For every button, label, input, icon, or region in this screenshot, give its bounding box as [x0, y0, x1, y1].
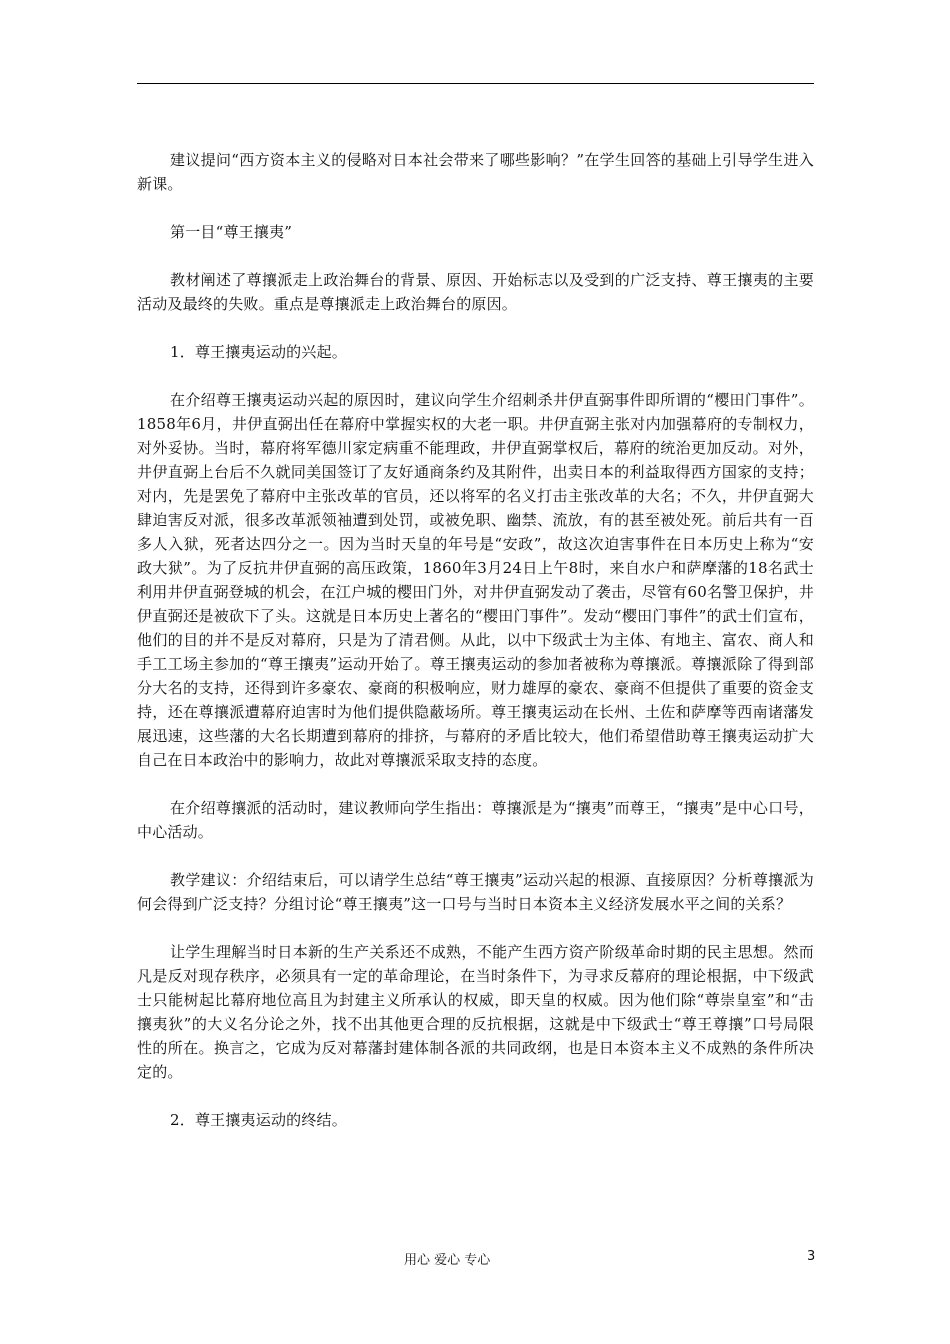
footer-motto: 用心 爱心 专心 [404, 1253, 491, 1268]
paragraph-sakuradamon: 在介绍尊王攘夷运动兴起的原因时，建议向学生介绍刺杀井伊直弼事件即所谓的“樱田门事件”。1858年6月，井伊直弼出任在幕府中掌握实权的大老一职。井伊直弼主张对内加强幕府的专制权力，对外妥协。当时，幕府将军德川家定病重不能理政，井伊直弼掌权后，幕府的统治更加反动。对外，井伊直弼上台后不久就同美国签订了友好通商条约及其附件，出卖日本的利益取得西方国家的支持；对内，先是罢免了幕府中主张改革的官员，还以将军的名义打击主张改革的大名；不久，井伊直弼大肆迫害反对派，很多改革派领袖遭到处罚，或被免职、幽禁、流放，有的甚至被处死。前后共有一百多人入狱，死者达四分之一。因为当时天皇的年号是“安政”，故这次迫害事件在日本历史上称为“安政大狱”。为了反抗井伊直弼的高压政策，1860年3月24日上午8时，来自水户和萨摩藩的18名武士利用井伊直弼登城的机会，在江户城的樱田门外，对井伊直弼发动了袭击，尽管有60名警卫保护，井伊直弼还是被砍下了头。这就是日本历史上著名的“樱田门事件”。发动“樱田门事件”的武士们宣布，他们的目的并不是反对幕府，只是为了清君侧。从此，以中下级武士为主体、有地主、富农、商人和手工工场主参加的“尊王攘夷”运动开始了。尊王攘夷运动的参加者被称为尊攘派。尊攘派除了得到部分大名的支持，还得到许多豪农、豪商的积极响应，财力雄厚的豪农、豪商不但提供了重要的资金支持，还在尊攘派遭幕府迫害时为他们提供隐蔽场所。尊王攘夷运动在长州、土佐和萨摩等西南诸藩发展迅速，这些藩的大名长期遭到幕府的排挤，与幕府的矛盾比较大，他们希望借助尊王攘夷运动扩大自己在日本政治中的影响力，故此对尊攘派采取支持的态度。 [137, 391, 814, 769]
paragraph-understanding: 让学生理解当时日本新的生产关系还不成熟，不能产生西方资产阶级革命时期的民主思想。然而凡是反对现存秩序，必须具有一定的革命理论，在当时条件下，为寻求反幕府的理论根据，中下级武士只能树起比幕府地位高且为封建主义所承认的权威，即天皇的权威。因为他们除“尊崇皇室”和“击攘夷狄”的大义名分论之外，找不出其他更合理的反抗根据，这就是中下级武士“尊王尊攘”口号局限性的所在。换言之，它成为反对幕藩封建体制各派的共同政纲，也是日本资本主义不成熟的条件所决定的。 [137, 943, 814, 1081]
subheading-end: 2．尊王攘夷运动的终结。 [170, 1111, 347, 1129]
page-number: 3 [807, 1249, 816, 1264]
page-footer [0, 1249, 950, 1269]
paragraph-activities: 在介绍尊攘派的活动时，建议教师向学生指出：尊攘派是为“攘夷”而尊王，“攘夷”是中心口号，中心活动。 [137, 799, 814, 841]
document-body [137, 148, 814, 1132]
paragraph-intro-question: 建议提问“西方资本主义的侵略对日本社会带来了哪些影响？”在学生回答的基础上引导学生进入新课。 [137, 151, 814, 193]
header-rule [137, 83, 814, 84]
paragraph-overview: 教材阐述了尊攘派走上政治舞台的背景、原因、开始标志以及受到的广泛支持、尊王攘夷的主要活动及最终的失败。重点是尊攘派走上政治舞台的原因。 [137, 271, 814, 313]
paragraph-teaching-advice: 教学建议：介绍结束后，可以请学生总结“尊王攘夷”运动兴起的根源、直接原因？分析尊攘派为何会得到广泛支持？分组讨论“尊王攘夷”这一口号与当时日本资本主义经济发展水平之间的关系？ [137, 871, 814, 913]
section-heading-1: 第一目“尊王攘夷” [170, 223, 293, 241]
subheading-rise: 1．尊王攘夷运动的兴起。 [170, 343, 347, 361]
